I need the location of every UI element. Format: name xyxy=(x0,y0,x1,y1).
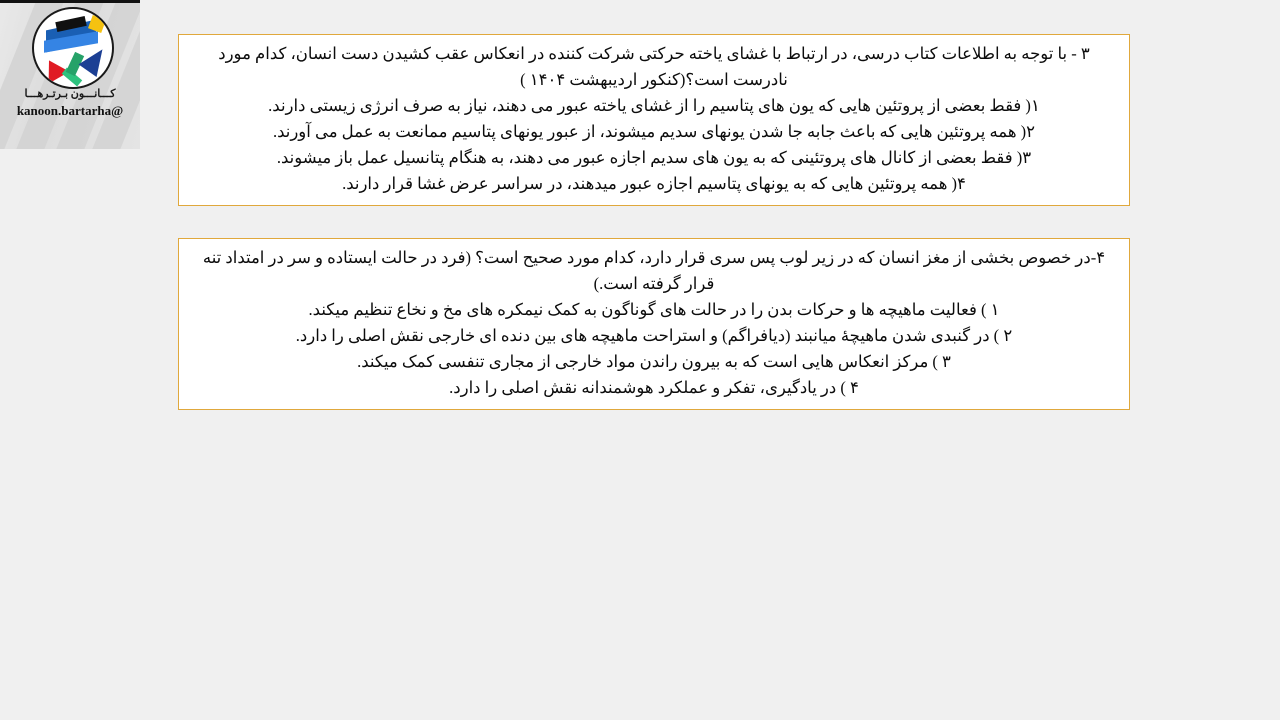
answer-option[interactable]: ۲ ) در گنبدی شدن ماهیچهٔ میانبند (دیافراگم) و استراحت ماهیچه های بین دنده ای خارجی نقش اصلی را دارد. xyxy=(295,326,1013,346)
answer-option[interactable]: ۳ ) مرکز انعکاس هایی است که به بیرون راندن مواد خارجی از مجاری تنفسی کمک میکند. xyxy=(357,352,951,372)
answer-option[interactable]: ۱ ) فعالیت ماهیچه ها و حرکات بدن را در حالت های گوناگون به کمک نیمکره های مخ و نخاع تنظیم میکند. xyxy=(308,300,1000,320)
question-stem: ۳ - با توجه به اطلاعات کتاب درسی، در ارتباط با غشای یاخته حرکتی شرکت کننده در انعکاس عقب کشیدن دست انسان، کدام مورد نادرست است؟(کنکور اردیبهشت ۱۴۰۴ ) xyxy=(218,44,1090,90)
answer-option[interactable]: ۱( فقط بعضی از پروتئین هایی که یون های پتاسیم را از غشای یاخته عبور می دهند، نیاز به صرف انرژی زیستی دارند. xyxy=(268,96,1040,116)
answer-option[interactable]: ۴( همه پروتئین هایی که به یونهای پتاسیم اجازه عبور میدهند، در سراسر عرض غشا قرار دارند. xyxy=(342,174,966,194)
answer-option-list xyxy=(191,297,1117,401)
question-card xyxy=(178,238,1130,410)
answer-option-list xyxy=(191,93,1117,197)
book-graduation-emblem-icon xyxy=(32,7,114,89)
answer-option[interactable]: ۳( فقط بعضی از کانال های پروتئینی که به یون های سدیم اجازه عبور می دهند، به هنگام پتانسیل عمل باز میشوند. xyxy=(276,148,1032,168)
brand-logo-block xyxy=(0,0,140,149)
brand-name-label: کـــانـــون بـرتـرهـــا xyxy=(24,88,116,100)
question-stem: ۴-در خصوص بخشی از مغز انسان که در زیر لوب پس سری قرار دارد، کدام مورد صحیح است؟ (فرد در حالت ایستاده و سر در امتداد تنه قرار گرفته است.) xyxy=(202,248,1106,294)
answer-option[interactable]: ۲( همه پروتئین هایی که باعث جابه جا شدن یونهای سدیم میشوند، از عبور یونهای پتاسیم ممانعت به عمل می آورند. xyxy=(272,122,1036,142)
brand-handle-label: @kanoon.bartarha xyxy=(16,103,124,118)
answer-option[interactable]: ۴ ) در یادگیری، تفکر و عملکرد هوشمندانه نقش اصلی را دارد. xyxy=(449,378,859,398)
question-card xyxy=(178,34,1130,206)
